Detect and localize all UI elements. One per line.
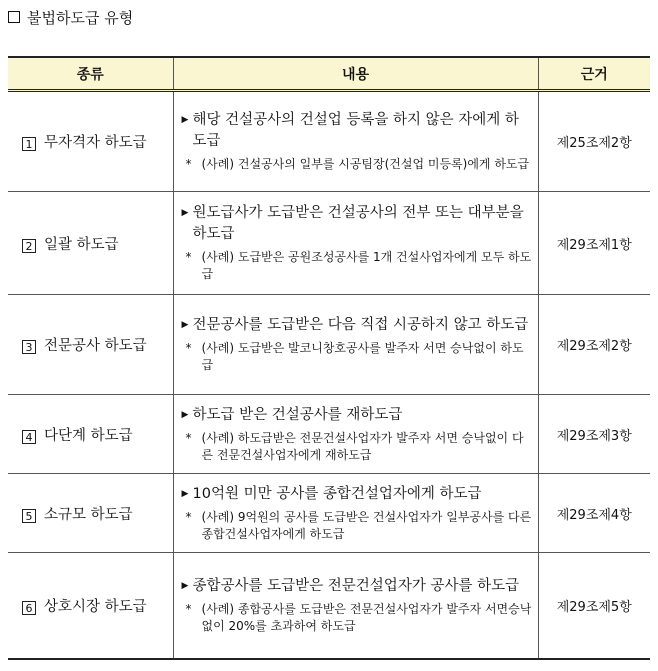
triangle-bullet-icon: ▶ bbox=[181, 320, 189, 330]
basis-cell: 제29조제5항 bbox=[538, 553, 650, 659]
main-text: 해당 건설공사의 건설업 등록을 하지 않은 자에게 하도급 bbox=[192, 112, 519, 149]
type-cell bbox=[8, 474, 173, 553]
example-text: (사례) 도급받은 발코니창호공사를 발주자 서면 승낙없이 하도급 bbox=[201, 341, 524, 372]
number-box: 4 bbox=[22, 430, 36, 444]
content-cell bbox=[173, 474, 538, 553]
table-row bbox=[8, 295, 650, 395]
type-cell bbox=[8, 295, 173, 395]
header-type: 종류 bbox=[8, 57, 173, 91]
example-text: (사례) 도급받은 공원조성공사를 1개 건설사업자에게 모두 하도급 bbox=[201, 250, 532, 281]
main-text: 원도급사가 도급받은 건설공사의 전부 또는 대부분을 하도급 bbox=[192, 205, 524, 242]
asterisk-mark: * bbox=[185, 157, 192, 171]
content-cell bbox=[173, 91, 538, 192]
asterisk-mark: * bbox=[185, 341, 192, 355]
content-cell bbox=[173, 295, 538, 395]
asterisk-mark: * bbox=[185, 509, 192, 524]
basis-cell: 제29조제3항 bbox=[538, 395, 650, 474]
asterisk-mark: * bbox=[185, 250, 192, 264]
triangle-bullet-icon: ▶ bbox=[181, 580, 189, 591]
basis-cell: 제29조제1항 bbox=[538, 192, 650, 295]
content-cell bbox=[173, 553, 538, 659]
type-label: 소규모 하도급 bbox=[44, 506, 133, 523]
illegal-subcontract-table bbox=[8, 56, 650, 660]
table-row bbox=[8, 91, 650, 192]
main-text: 하도급 받은 건설공사를 재하도급 bbox=[192, 406, 403, 423]
type-label: 일괄 하도급 bbox=[44, 236, 119, 253]
title-text: 불법하도급 유형 bbox=[27, 8, 134, 27]
asterisk-mark: * bbox=[185, 601, 192, 616]
type-label: 상호시장 하도급 bbox=[44, 598, 147, 615]
main-text: 종합공사를 도급받은 전문건설업자가 공사를 하도급 bbox=[192, 577, 520, 594]
content-cell bbox=[173, 192, 538, 295]
number-box: 2 bbox=[22, 239, 36, 253]
table-row bbox=[8, 553, 650, 659]
number-box: 1 bbox=[22, 137, 36, 151]
basis-cell: 제29조제4항 bbox=[538, 474, 650, 553]
header-basis: 근거 bbox=[538, 57, 650, 91]
number-box: 6 bbox=[22, 601, 36, 615]
table-row bbox=[8, 395, 650, 474]
type-cell bbox=[8, 192, 173, 295]
main-text: 10억원 미만 공사를 종합건설업자에게 하도급 bbox=[192, 485, 482, 502]
example-text: (사례) 종합공사를 도급받은 전문건설사업자가 발주자 서면승낙없이 20%를 초과하여 하도급 bbox=[201, 601, 532, 633]
example-text: (사례) 건설공사의 일부를 시공팀장(건설업 미등록)에게 하도급 bbox=[201, 157, 530, 171]
triangle-bullet-icon: ▶ bbox=[181, 488, 189, 499]
example-text: (사례) 하도급받은 전문건설사업자가 발주자 서면 승낙없이 다른 전문건설사업자에게 재하도급 bbox=[201, 430, 524, 462]
type-cell bbox=[8, 553, 173, 659]
basis-cell: 제29조제2항 bbox=[538, 295, 650, 395]
content-cell bbox=[173, 395, 538, 474]
type-label: 다단계 하도급 bbox=[44, 427, 133, 444]
type-label: 전문공사 하도급 bbox=[44, 338, 147, 354]
type-cell bbox=[8, 395, 173, 474]
number-box: 5 bbox=[22, 509, 36, 523]
triangle-bullet-icon: ▶ bbox=[181, 208, 189, 218]
table-row bbox=[8, 474, 650, 553]
type-cell bbox=[8, 91, 173, 192]
asterisk-mark: * bbox=[185, 430, 192, 445]
header-row bbox=[8, 57, 650, 91]
header-content: 내용 bbox=[173, 57, 538, 91]
triangle-bullet-icon: ▶ bbox=[181, 115, 189, 125]
table-row bbox=[8, 192, 650, 295]
example-text: (사례) 9억원의 공사를 도급받은 건설사업자가 일부공사를 다른 종합건설사업자에게 하도급 bbox=[201, 509, 532, 541]
document-title bbox=[8, 6, 133, 28]
checkbox-square-icon bbox=[8, 11, 20, 23]
basis-cell: 제25조제2항 bbox=[538, 91, 650, 192]
number-box: 3 bbox=[22, 340, 36, 354]
main-text: 전문공사를 도급받은 다음 직접 시공하지 않고 하도급 bbox=[192, 317, 529, 333]
type-label: 무자격자 하도급 bbox=[44, 135, 147, 151]
triangle-bullet-icon: ▶ bbox=[181, 409, 189, 420]
